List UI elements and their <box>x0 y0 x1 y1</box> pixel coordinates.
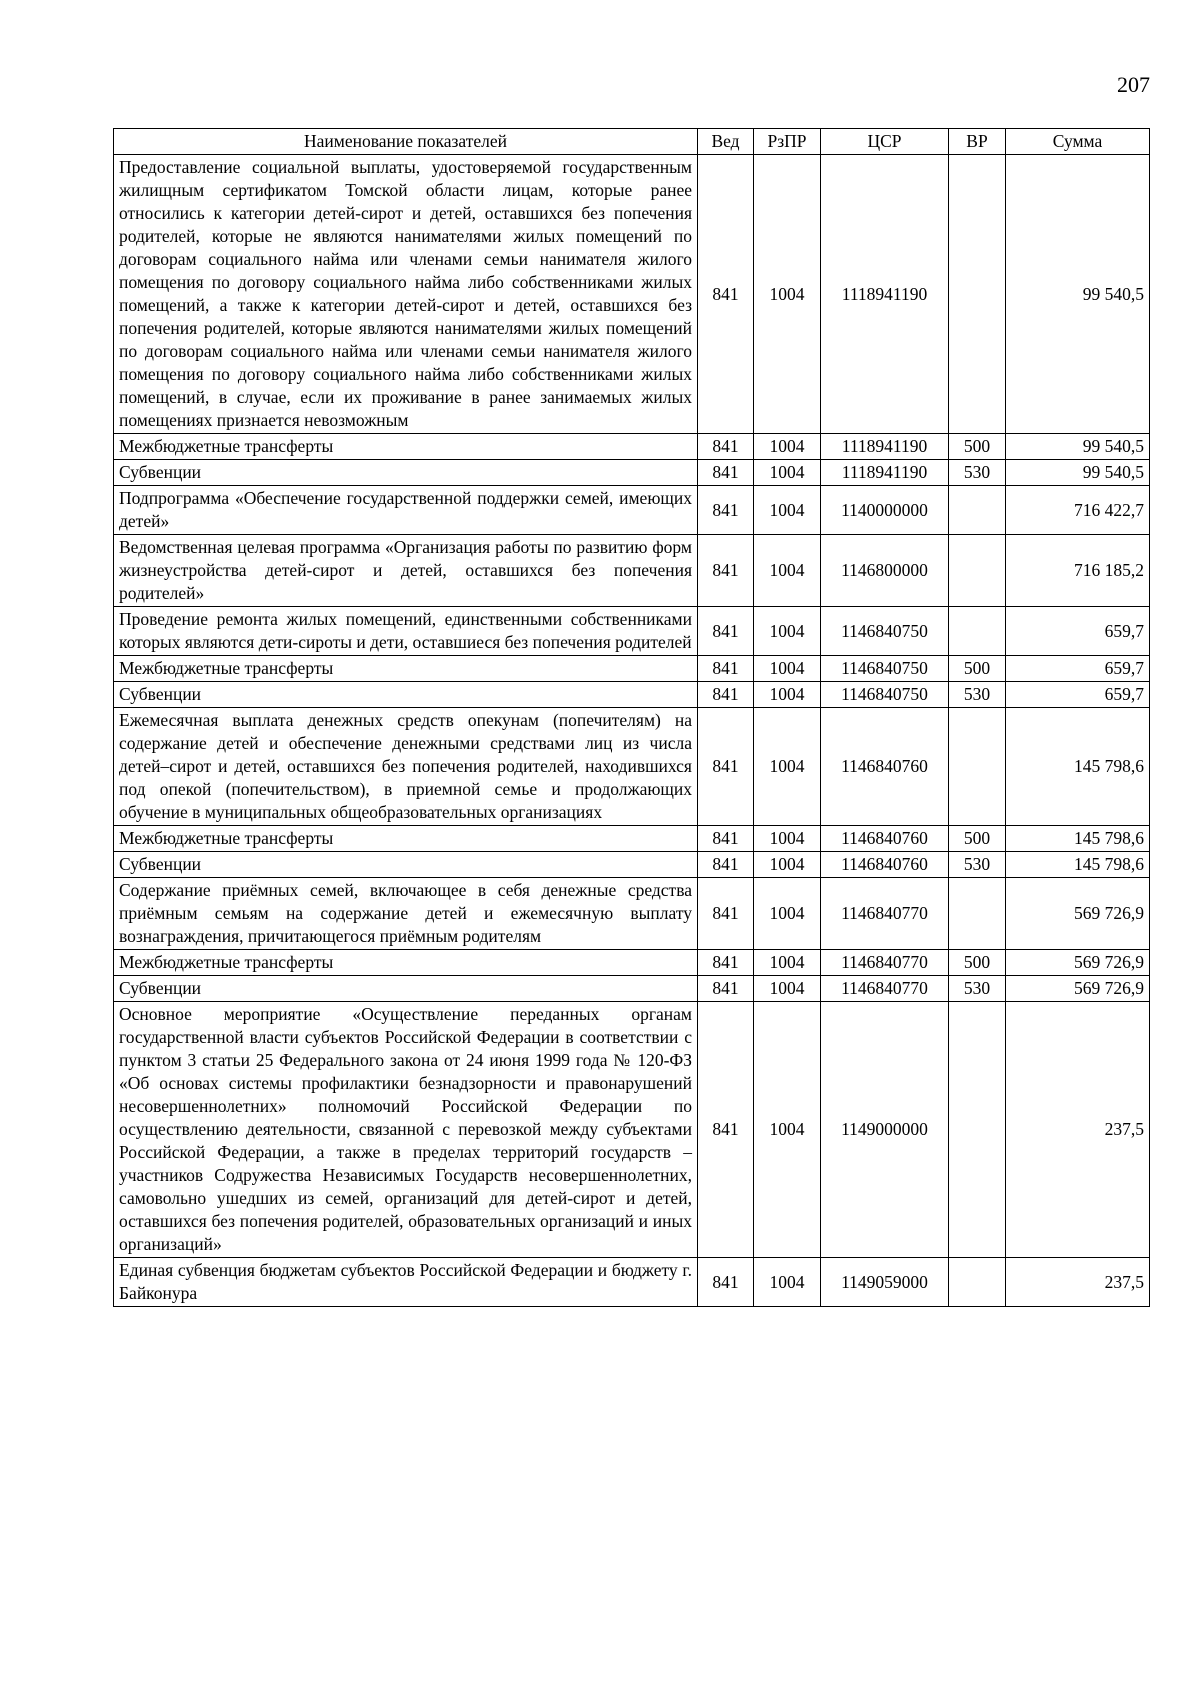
row-ved: 841 <box>698 1002 754 1258</box>
row-ved: 841 <box>698 852 754 878</box>
row-rzpr: 1004 <box>754 852 821 878</box>
row-ved: 841 <box>698 708 754 826</box>
row-csr: 1146840750 <box>821 682 949 708</box>
row-name: Содержание приёмных семей, включающее в себя денежные средства приёмным семьям на содержание детей и ежемесячную выплату вознаграждения, причитающегося приёмным родителям <box>114 878 698 950</box>
table-row <box>114 656 1150 682</box>
row-vr <box>949 708 1006 826</box>
row-name: Межбюджетные трансферты <box>114 826 698 852</box>
row-csr: 1149000000 <box>821 1002 949 1258</box>
row-vr <box>949 1258 1006 1307</box>
row-sum: 237,5 <box>1006 1002 1150 1258</box>
row-rzpr: 1004 <box>754 486 821 535</box>
row-name: Межбюджетные трансферты <box>114 950 698 976</box>
row-name: Субвенции <box>114 682 698 708</box>
row-csr: 1146840750 <box>821 607 949 656</box>
row-sum: 716 185,2 <box>1006 535 1150 607</box>
table-row <box>114 607 1150 656</box>
row-ved: 841 <box>698 1258 754 1307</box>
row-csr: 1146840760 <box>821 852 949 878</box>
row-rzpr: 1004 <box>754 708 821 826</box>
row-ved: 841 <box>698 976 754 1002</box>
row-ved: 841 <box>698 155 754 434</box>
row-name: Подпрограмма «Обеспечение государственной поддержки семей, имеющих детей» <box>114 486 698 535</box>
row-sum: 145 798,6 <box>1006 708 1150 826</box>
row-ved: 841 <box>698 535 754 607</box>
row-name: Предоставление социальной выплаты, удостоверяемой государственным жилищным сертификатом Томской области лицам, которые ранее относились к категории детей-сирот и детей, оставшихся без попечения родителей, которые не являются нанимателями жилых помещений по договорам социального найма или членами семьи нанимателя жилого помещения по договору социального найма либо собственниками жилых помещений, а также к категории детей-сирот и детей, оставшихся без попечения родителей, которые являются нанимателями жилых помещений по договорам социального найма или членами семьи нанимателя жилого помещения по договору социального найма либо собственниками жилых помещений, в случае, если их проживание в ранее занимаемых жилых помещениях признается невозможным <box>114 155 698 434</box>
row-name: Единая субвенция бюджетам субъектов Российской Федерации и бюджету г. Байконура <box>114 1258 698 1307</box>
table-row <box>114 1258 1150 1307</box>
row-vr <box>949 607 1006 656</box>
row-ved: 841 <box>698 656 754 682</box>
row-vr: 530 <box>949 852 1006 878</box>
row-vr: 500 <box>949 950 1006 976</box>
row-rzpr: 1004 <box>754 656 821 682</box>
row-csr: 1146840770 <box>821 878 949 950</box>
row-ved: 841 <box>698 460 754 486</box>
row-ved: 841 <box>698 950 754 976</box>
row-rzpr: 1004 <box>754 976 821 1002</box>
header-rzpr: РзПР <box>754 129 821 155</box>
row-sum: 659,7 <box>1006 607 1150 656</box>
table-row <box>114 155 1150 434</box>
row-rzpr: 1004 <box>754 155 821 434</box>
row-ved: 841 <box>698 434 754 460</box>
row-rzpr: 1004 <box>754 1258 821 1307</box>
row-csr: 1146840760 <box>821 708 949 826</box>
header-csr: ЦСР <box>821 129 949 155</box>
table-row <box>114 878 1150 950</box>
row-vr: 530 <box>949 682 1006 708</box>
row-csr: 1146840750 <box>821 656 949 682</box>
row-csr: 1118941190 <box>821 460 949 486</box>
row-rzpr: 1004 <box>754 682 821 708</box>
table-row <box>114 460 1150 486</box>
header-vr: ВР <box>949 129 1006 155</box>
table-row <box>114 682 1150 708</box>
table-row <box>114 535 1150 607</box>
row-rzpr: 1004 <box>754 434 821 460</box>
row-name: Межбюджетные трансферты <box>114 434 698 460</box>
row-sum: 145 798,6 <box>1006 826 1150 852</box>
row-name: Ведомственная целевая программа «Организация работы по развитию форм жизнеустройства детей-сирот и детей, оставшихся без попечения родителей» <box>114 535 698 607</box>
header-name: Наименование показателей <box>114 129 698 155</box>
row-rzpr: 1004 <box>754 607 821 656</box>
row-vr <box>949 535 1006 607</box>
row-vr <box>949 1002 1006 1258</box>
table-row <box>114 826 1150 852</box>
row-name: Проведение ремонта жилых помещений, единственными собственниками которых являются дети-сироты и дети, оставшиеся без попечения родителей <box>114 607 698 656</box>
table-header-row <box>114 129 1150 155</box>
table-row <box>114 950 1150 976</box>
row-csr: 1149059000 <box>821 1258 949 1307</box>
row-csr: 1118941190 <box>821 434 949 460</box>
row-csr: 1146840770 <box>821 950 949 976</box>
row-rzpr: 1004 <box>754 535 821 607</box>
row-vr <box>949 878 1006 950</box>
row-rzpr: 1004 <box>754 950 821 976</box>
table-row <box>114 434 1150 460</box>
row-name: Субвенции <box>114 852 698 878</box>
header-ved: Вед <box>698 129 754 155</box>
row-sum: 99 540,5 <box>1006 460 1150 486</box>
table-row <box>114 708 1150 826</box>
table-row <box>114 852 1150 878</box>
row-csr: 1140000000 <box>821 486 949 535</box>
row-ved: 841 <box>698 682 754 708</box>
row-vr: 500 <box>949 656 1006 682</box>
row-sum: 659,7 <box>1006 682 1150 708</box>
budget-table <box>113 128 1150 1307</box>
row-rzpr: 1004 <box>754 460 821 486</box>
row-rzpr: 1004 <box>754 1002 821 1258</box>
row-sum: 99 540,5 <box>1006 155 1150 434</box>
row-csr: 1146800000 <box>821 535 949 607</box>
header-sum: Сумма <box>1006 129 1150 155</box>
row-name: Субвенции <box>114 976 698 1002</box>
row-csr: 1118941190 <box>821 155 949 434</box>
row-vr: 530 <box>949 976 1006 1002</box>
row-sum: 569 726,9 <box>1006 950 1150 976</box>
row-name: Субвенции <box>114 460 698 486</box>
row-vr: 500 <box>949 434 1006 460</box>
row-csr: 1146840760 <box>821 826 949 852</box>
row-sum: 569 726,9 <box>1006 878 1150 950</box>
row-sum: 99 540,5 <box>1006 434 1150 460</box>
page-number: 207 <box>1117 72 1150 97</box>
row-ved: 841 <box>698 826 754 852</box>
row-vr <box>949 155 1006 434</box>
row-sum: 569 726,9 <box>1006 976 1150 1002</box>
row-name: Межбюджетные трансферты <box>114 656 698 682</box>
row-sum: 145 798,6 <box>1006 852 1150 878</box>
row-ved: 841 <box>698 878 754 950</box>
table-row <box>114 486 1150 535</box>
row-sum: 237,5 <box>1006 1258 1150 1307</box>
table-row <box>114 1002 1150 1258</box>
row-sum: 716 422,7 <box>1006 486 1150 535</box>
table-row <box>114 976 1150 1002</box>
row-csr: 1146840770 <box>821 976 949 1002</box>
row-sum: 659,7 <box>1006 656 1150 682</box>
row-ved: 841 <box>698 607 754 656</box>
row-vr: 530 <box>949 460 1006 486</box>
row-name: Основное мероприятие «Осуществление переданных органам государственной власти субъектов Российской Федерации в соответствии с пунктом 3 статьи 25 Федерального закона от 24 июня 1999 года № 120-ФЗ «Об основах системы профилактики безнадзорности и правонарушений несовершеннолетних» полномочий Российской Федерации по осуществлению деятельности, связанной с перевозкой между субъектами Российской Федерации, а также в пределах территорий государств – участников Содружества Независимых Государств несовершеннолетних, самовольно ушедших из семей, организаций для детей-сирот и детей, оставшихся без попечения родителей, образовательных организаций и иных организаций» <box>114 1002 698 1258</box>
row-rzpr: 1004 <box>754 878 821 950</box>
row-rzpr: 1004 <box>754 826 821 852</box>
row-vr: 500 <box>949 826 1006 852</box>
row-ved: 841 <box>698 486 754 535</box>
row-name: Ежемесячная выплата денежных средств опекунам (попечителям) на содержание детей и обеспечение денежными средствами лиц из числа детей–сирот и детей, оставшихся без попечения родителей, находившихся под опекой (попечительством), в приемной семье и продолжающих обучение в муниципальных общеобразовательных организациях <box>114 708 698 826</box>
row-vr <box>949 486 1006 535</box>
